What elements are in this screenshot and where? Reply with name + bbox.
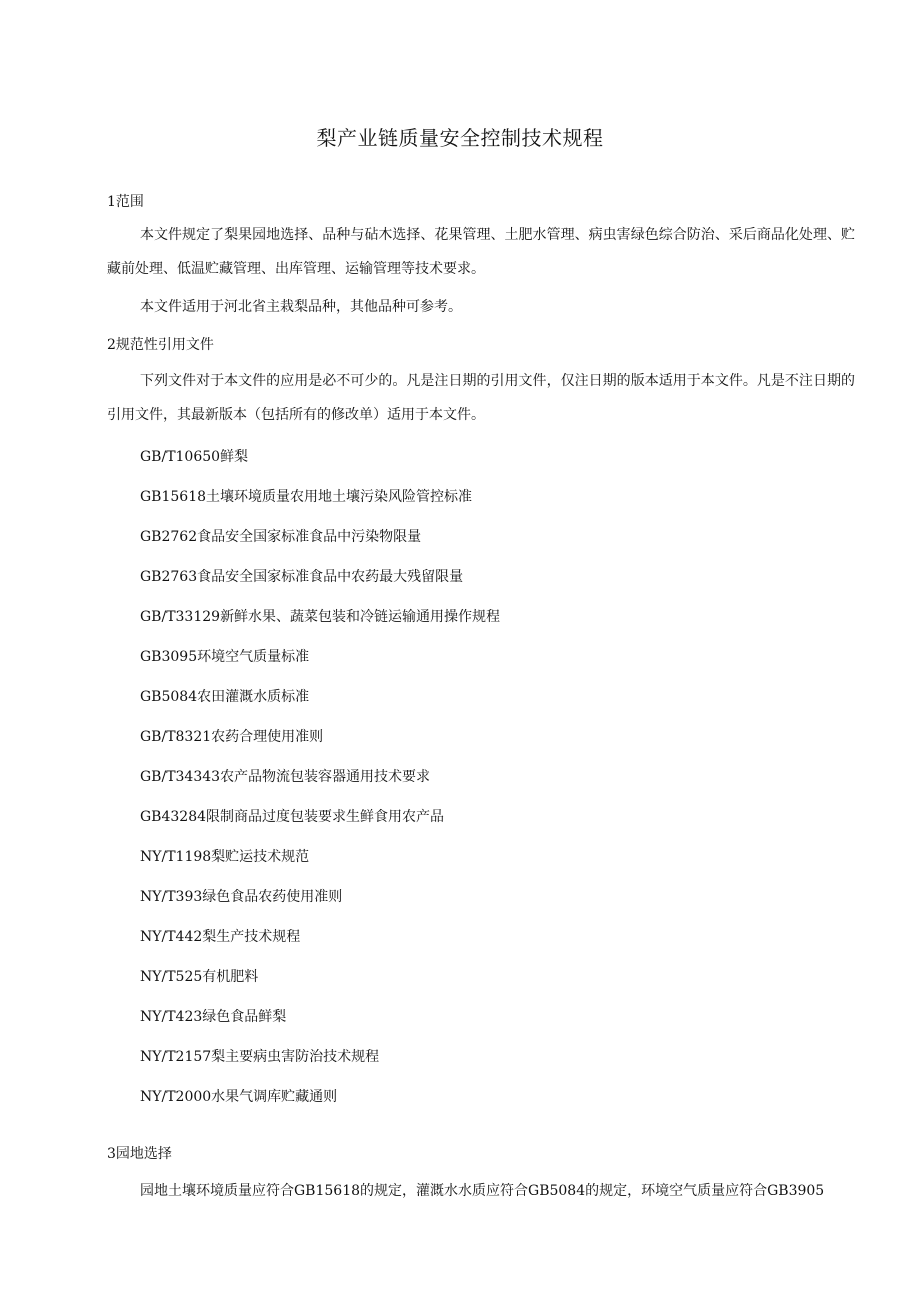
reference-item: NY/T525有机肥料 <box>140 969 259 985</box>
paragraph-scope-content: 本文件规定了梨果园地选择、品种与砧木选择、花果管理、土肥水管理、病虫害绿色综合防治、采后商品化处理、贮藏前处理、低温贮藏管理、出库管理、运输管理等技术要求。 <box>107 227 855 277</box>
reference-item: NY/T1198梨贮运技术规范 <box>140 849 310 865</box>
reference-item: GB3095环境空气质量标准 <box>140 649 310 665</box>
reference-item: NY/T2157梨主要病虫害防治技术规程 <box>140 1049 380 1065</box>
reference-item: GB15618土壤环境质量农用地土壤污染风险管控标准 <box>140 489 473 505</box>
section-heading-scope: 1范围 <box>107 194 144 210</box>
reference-item: NY/T442梨生产技术规程 <box>140 929 301 945</box>
reference-item: GB/T34343农产品物流包装容器通用技术要求 <box>140 769 431 785</box>
reference-item: GB2762食品安全国家标准食品中污染物限量 <box>140 529 422 545</box>
reference-item: NY/T393绿色食品农药使用准则 <box>140 889 343 905</box>
paragraph-site-selection: 园地土壤环境质量应符合GB15618的规定，灌溉水水质应符合GB5084的规定，环境空气质量应符合GB3905 <box>140 1183 825 1199</box>
reference-item: NY/T423绿色食品鲜梨 <box>140 1009 287 1025</box>
paragraph-scope-applicability: 本文件适用于河北省主栽梨品种，其他品种可参考。 <box>140 299 462 315</box>
section-heading-normative-references: 2规范性引用文件 <box>107 337 214 353</box>
reference-item: NY/T2000水果气调库贮藏通则 <box>140 1089 338 1105</box>
reference-item: GB2763食品安全国家标准食品中农药最大残留限量 <box>140 569 464 585</box>
paragraph-references-intro: 下列文件对于本文件的应用是必不可少的。凡是注日期的引用文件，仅注日期的版本适用于本文件。凡是不注日期的引用文件，其最新版本（包括所有的修改单）适用于本文件。 <box>107 373 855 423</box>
document-title: 梨产业链质量安全控制技术规程 <box>316 126 604 150</box>
reference-item: GB/T8321农药合理使用准则 <box>140 729 324 745</box>
reference-item: GB/T10650鲜梨 <box>140 449 249 465</box>
reference-list <box>140 445 500 1125</box>
section-heading-site-selection: 3园地选择 <box>107 1146 172 1162</box>
reference-item: GB43284限制商品过度包装要求生鲜食用农产品 <box>140 809 445 825</box>
reference-item: GB/T33129新鲜水果、蔬菜包装和冷链运输通用操作规程 <box>140 609 501 625</box>
reference-item: GB5084农田灌溉水质标准 <box>140 689 310 705</box>
